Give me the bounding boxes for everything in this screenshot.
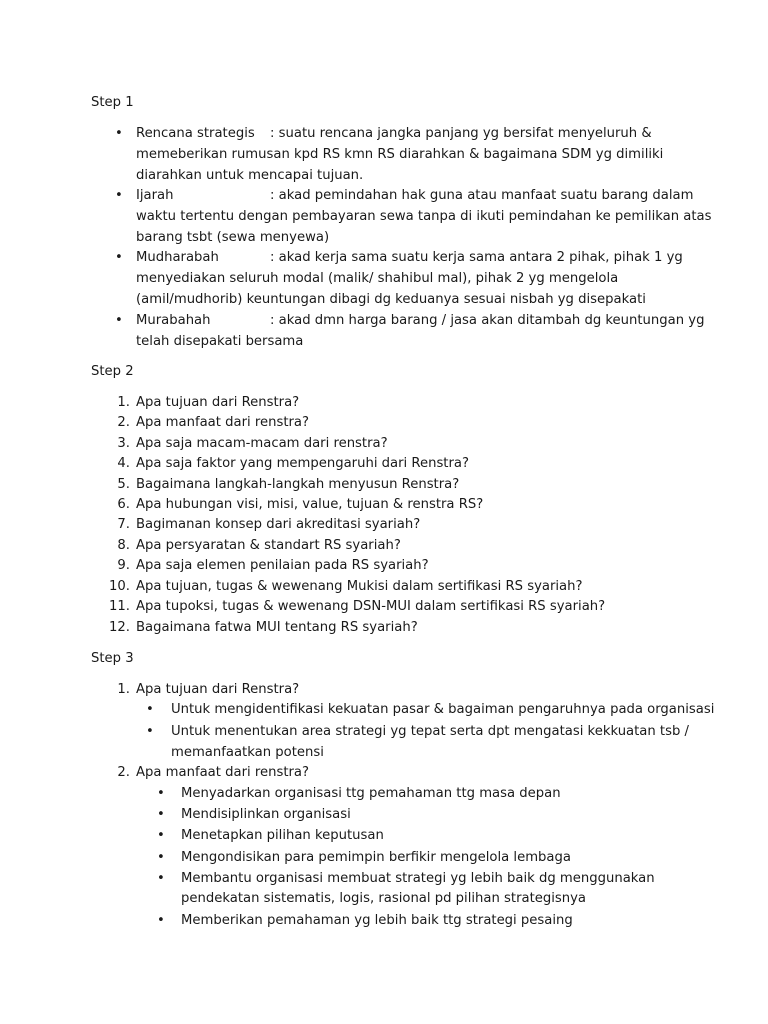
answer-text-cont: pendekatan sistematis, logis, rasional pd pilihan strategisnya <box>181 891 587 906</box>
step1-heading: Step 1 <box>91 95 134 110</box>
list-number: 4. <box>117 456 130 471</box>
list-number: 10. <box>109 579 130 594</box>
term-definition: : akad kerja sama suatu kerja sama antara 2 pihak, pihak 1 yg <box>270 250 683 265</box>
term-definition: : akad dmn harga barang / jasa akan ditambah dg keuntungan yg <box>270 313 705 328</box>
bullet-icon: • <box>115 313 123 328</box>
answer-text: Untuk menentukan area strategi yg tepat serta dpt mengatasi kekkuatan tsb / <box>171 724 689 739</box>
term-definition-cont: telah disepakati bersama <box>136 334 304 349</box>
list-number: 2. <box>117 765 130 780</box>
question-text: Apa saja elemen penilaian pada RS syariah? <box>136 558 429 573</box>
bullet-icon: • <box>157 871 165 886</box>
list-number: 12. <box>109 620 130 635</box>
term-definition-cont: diarahkan untuk mencapai tujuan. <box>136 168 364 183</box>
question-text: Apa tupoksi, tugas & wewenang DSN-MUI dalam sertifikasi RS syariah? <box>136 599 606 614</box>
bullet-icon: • <box>157 913 165 928</box>
list-number: 6. <box>117 497 130 512</box>
list-number: 3. <box>117 436 130 451</box>
term-definition-cont: (amil/mudhorib) keuntungan dibagi dg keduanya sesuai nisbah yg disepakati <box>136 292 646 307</box>
answer-text: Menyadarkan organisasi ttg pemahaman ttg masa depan <box>181 786 561 801</box>
bullet-icon: • <box>146 702 154 717</box>
list-number: 7. <box>117 517 130 532</box>
bullet-icon: • <box>157 828 165 843</box>
step3-heading: Step 3 <box>91 651 134 666</box>
term-definition: : suatu rencana jangka panjang yg bersifat menyeluruh & <box>270 126 652 141</box>
term-label: Murabahah <box>136 313 211 328</box>
term-label: Rencana strategis <box>136 126 255 141</box>
answer-text: Mengondisikan para pemimpin berfikir mengelola lembaga <box>181 850 571 865</box>
answer-text: Memberikan pemahaman yg lebih baik ttg strategi pesaing <box>181 913 573 928</box>
step2-heading: Step 2 <box>91 364 134 379</box>
term-definition-cont: barang tsbt (sewa menyewa) <box>136 230 330 245</box>
answer-text: Membantu organisasi membuat strategi yg lebih baik dg menggunakan <box>181 871 655 886</box>
question-text: Apa persyaratan & standart RS syariah? <box>136 538 401 553</box>
list-number: 1. <box>117 395 130 410</box>
question-text: Apa manfaat dari renstra? <box>136 415 309 430</box>
question-text: Apa tujuan dari Renstra? <box>136 395 300 410</box>
question-text: Apa saja macam-macam dari renstra? <box>136 436 388 451</box>
term-label: Mudharabah <box>136 250 219 265</box>
term-definition-cont: memeberikan rumusan kpd RS kmn RS diarahkan & bagaimana SDM yg dimiliki <box>136 147 664 162</box>
bullet-icon: • <box>157 850 165 865</box>
question-text: Bagaimana fatwa MUI tentang RS syariah? <box>136 620 418 635</box>
question-text: Apa tujuan, tugas & wewenang Mukisi dalam sertifikasi RS syariah? <box>136 579 583 594</box>
answer-text: Untuk mengidentifikasi kekuatan pasar & bagaiman pengaruhnya pada organisasi <box>171 702 715 717</box>
answer-text: Menetapkan pilihan keputusan <box>181 828 384 843</box>
bullet-icon: • <box>115 188 123 203</box>
question-text: Apa manfaat dari renstra? <box>136 765 309 780</box>
list-number: 11. <box>109 599 130 614</box>
list-number: 5. <box>117 477 130 492</box>
term-definition: : akad pemindahan hak guna atau manfaat suatu barang dalam <box>270 188 694 203</box>
bullet-icon: • <box>146 724 154 739</box>
question-text: Apa hubungan visi, misi, value, tujuan & renstra RS? <box>136 497 484 512</box>
question-text: Bagaimana langkah-langkah menyusun Renstra? <box>136 477 460 492</box>
term-label: Ijarah <box>136 188 174 203</box>
bullet-icon: • <box>157 786 165 801</box>
bullet-icon: • <box>115 250 123 265</box>
question-text: Apa tujuan dari Renstra? <box>136 682 300 697</box>
list-number: 8. <box>117 538 130 553</box>
question-text: Bagimanan konsep dari akreditasi syariah? <box>136 517 421 532</box>
list-number: 9. <box>117 558 130 573</box>
term-definition-cont: waktu tertentu dengan pembayaran sewa tanpa di ikuti pemindahan ke pemilikan atas <box>136 209 712 224</box>
bullet-icon: • <box>157 807 165 822</box>
list-number: 1. <box>117 682 130 697</box>
answer-text: Mendisiplinkan organisasi <box>181 807 351 822</box>
list-number: 2. <box>117 415 130 430</box>
term-definition-cont: menyediakan seluruh modal (malik/ shahibul mal), pihak 2 yg mengelola <box>136 271 619 286</box>
bullet-icon: • <box>115 126 123 141</box>
question-text: Apa saja faktor yang mempengaruhi dari Renstra? <box>136 456 469 471</box>
answer-text-cont: memanfaatkan potensi <box>171 745 324 760</box>
